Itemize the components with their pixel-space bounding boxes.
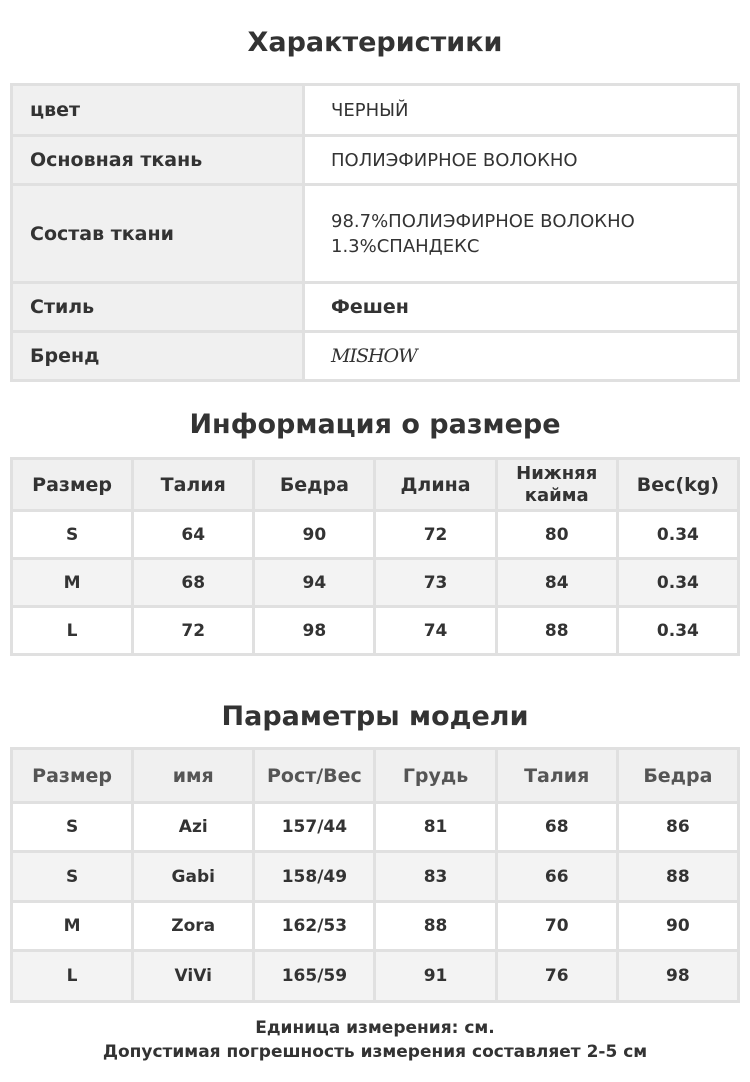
header-hips: Бедра	[619, 750, 737, 801]
style-label: Стиль	[13, 284, 302, 330]
brand-value	[305, 333, 737, 379]
brand-label: Бренд	[13, 333, 302, 379]
main-fabric-value: ПОЛИЭФИРНОЕ ВОЛОКНО	[305, 137, 737, 183]
model-params-title: Параметры модели	[221, 701, 529, 732]
cell: 68	[134, 560, 252, 605]
header-hem-line-2: кайма	[524, 484, 589, 506]
brand-logo: MISHOW	[331, 345, 417, 367]
table-row	[13, 608, 737, 653]
header-size: Размер	[13, 460, 131, 509]
size-info-title: Информация о размере	[189, 409, 561, 440]
footnote-unit: Единица измерения: см.	[255, 1018, 495, 1038]
header-waist: Талия	[134, 460, 252, 509]
table-row	[13, 853, 737, 900]
style-value: Фешен	[305, 284, 737, 330]
header-hem	[498, 460, 616, 509]
composition-line-1: 98.7%ПОЛИЭФИРНОЕ ВОЛОКНО	[331, 210, 635, 232]
table-row	[13, 284, 737, 330]
table-row	[13, 512, 737, 557]
characteristics-title: Характеристики	[247, 27, 503, 58]
cell: 73	[376, 560, 494, 605]
cell: L	[13, 608, 131, 653]
cell: Gabi	[134, 853, 252, 900]
color-value: ЧЕРНЫЙ	[305, 86, 737, 134]
header-length: Длина	[376, 460, 494, 509]
model-params-table	[10, 747, 740, 1003]
table-row	[13, 804, 737, 850]
table-header-row	[13, 750, 737, 801]
composition-label: Состав ткани	[13, 186, 302, 281]
header-size: Размер	[13, 750, 131, 801]
cell: 66	[498, 853, 616, 900]
footnote-tolerance: Допустимая погрешность измерения составляет 2-5 см	[102, 1042, 648, 1062]
footnote	[0, 1016, 750, 1064]
cell: 80	[498, 512, 616, 557]
cell: Zora	[134, 903, 252, 949]
table-row	[13, 903, 737, 949]
header-hem-line-1: Нижняя	[516, 462, 598, 484]
cell: M	[13, 560, 131, 605]
cell: 84	[498, 560, 616, 605]
cell: S	[13, 512, 131, 557]
cell: 88	[619, 853, 737, 900]
composition-value	[305, 186, 737, 281]
table-row	[13, 137, 737, 183]
cell: 81	[376, 804, 494, 850]
cell: 162/53	[255, 903, 373, 949]
composition-line-2: 1.3%СПАНДЕКС	[331, 235, 480, 257]
cell: 88	[376, 903, 494, 949]
cell: 0.34	[619, 512, 737, 557]
cell: Azi	[134, 804, 252, 850]
cell: 68	[498, 804, 616, 850]
table-header-row	[13, 460, 737, 509]
cell: 72	[134, 608, 252, 653]
header-bust: Грудь	[376, 750, 494, 801]
cell: 88	[498, 608, 616, 653]
color-label: цвет	[13, 86, 302, 134]
characteristics-table	[10, 83, 740, 382]
cell: S	[13, 804, 131, 850]
cell: 90	[619, 903, 737, 949]
cell: 64	[134, 512, 252, 557]
header-height-weight: Рост/Вес	[255, 750, 373, 801]
cell: 83	[376, 853, 494, 900]
cell: ViVi	[134, 952, 252, 1000]
cell: 72	[376, 512, 494, 557]
table-row	[13, 86, 737, 134]
cell: 0.34	[619, 560, 737, 605]
cell: 0.34	[619, 608, 737, 653]
cell: M	[13, 903, 131, 949]
header-weight: Вес(kg)	[619, 460, 737, 509]
cell: 98	[619, 952, 737, 1000]
header-name: имя	[134, 750, 252, 801]
table-row	[13, 333, 737, 379]
table-row	[13, 952, 737, 1000]
cell: S	[13, 853, 131, 900]
table-row	[13, 186, 737, 281]
cell: 70	[498, 903, 616, 949]
cell: 158/49	[255, 853, 373, 900]
cell: 157/44	[255, 804, 373, 850]
size-info-table	[10, 457, 740, 656]
cell: 98	[255, 608, 373, 653]
main-fabric-label: Основная ткань	[13, 137, 302, 183]
table-row	[13, 560, 737, 605]
cell: 86	[619, 804, 737, 850]
cell: 90	[255, 512, 373, 557]
cell: 165/59	[255, 952, 373, 1000]
cell: L	[13, 952, 131, 1000]
cell: 76	[498, 952, 616, 1000]
cell: 74	[376, 608, 494, 653]
cell: 94	[255, 560, 373, 605]
header-hips: Бедра	[255, 460, 373, 509]
cell: 91	[376, 952, 494, 1000]
header-waist: Талия	[498, 750, 616, 801]
